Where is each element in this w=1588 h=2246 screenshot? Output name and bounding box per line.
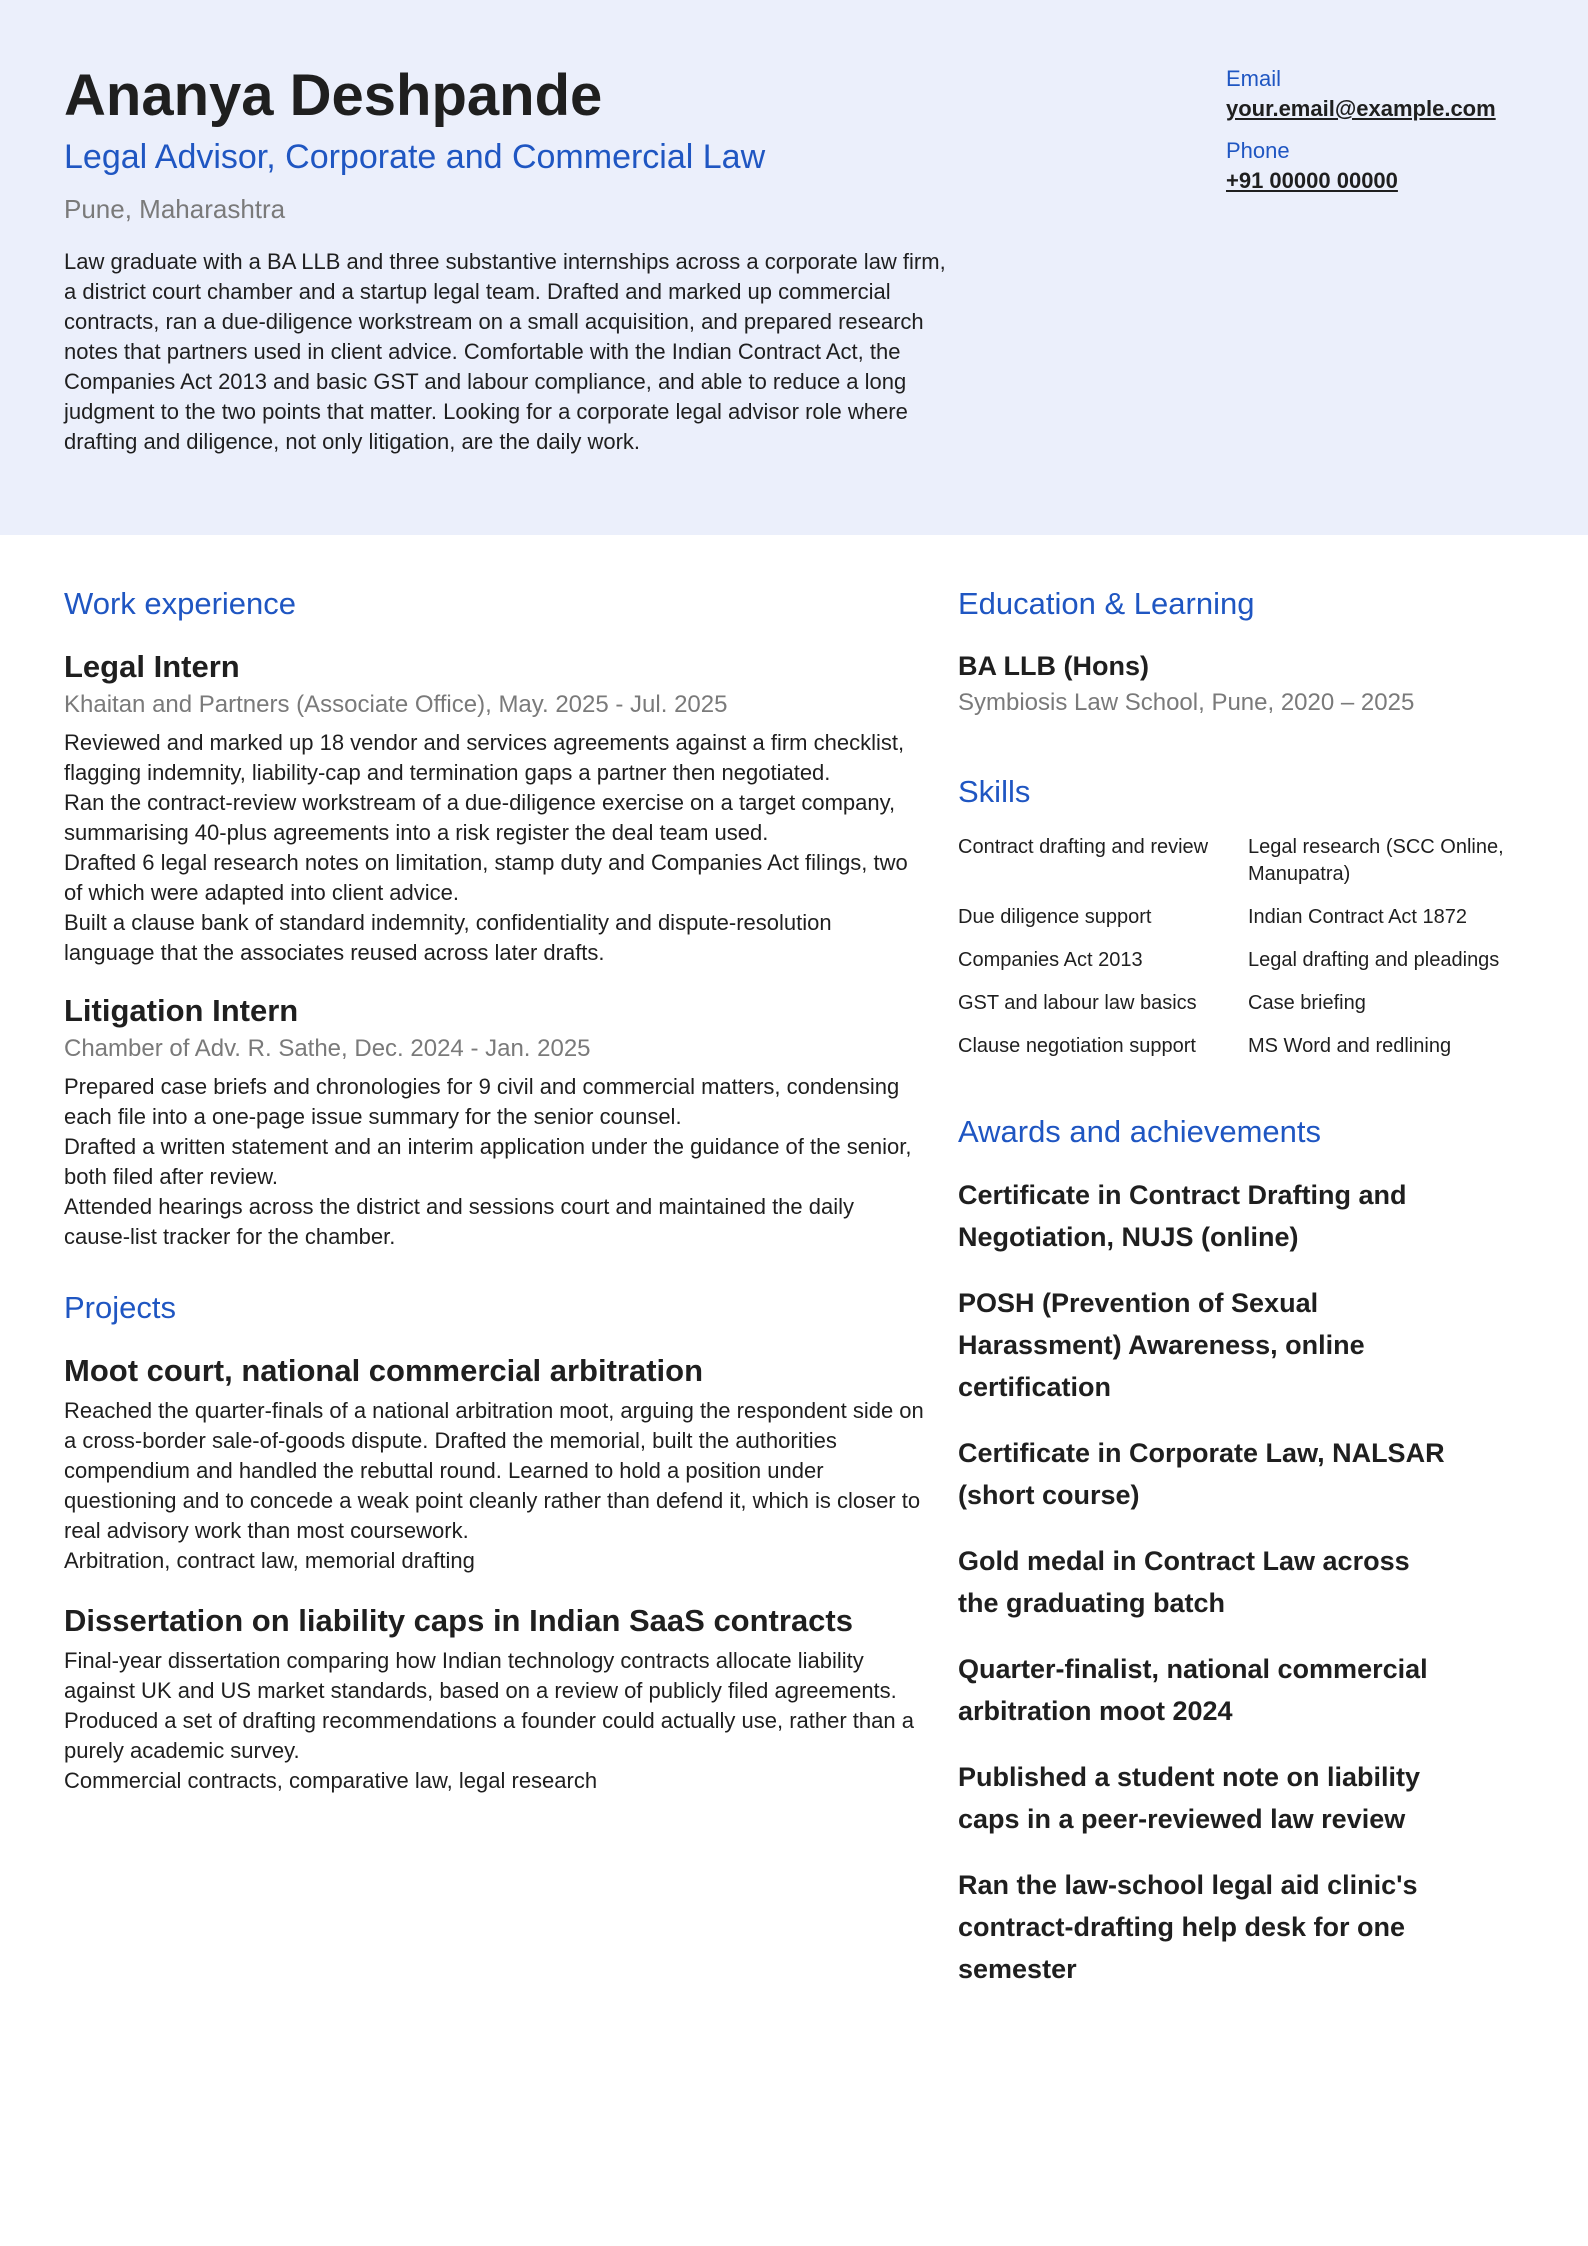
skill-item: Due diligence support bbox=[958, 906, 1152, 928]
work-section-title: Work experience bbox=[64, 586, 297, 621]
award-item: Certificate in Contract Drafting and Negotiation, NUJS (online) bbox=[958, 1180, 1407, 1252]
skill-item: Clause negotiation support bbox=[958, 1035, 1196, 1057]
candidate-location: Pune, Maharashtra bbox=[64, 194, 286, 224]
job-bullet: Drafted 6 legal research notes on limitation, stamp duty and Companies Act filings, two of which were adapted into client advice. bbox=[64, 850, 908, 905]
education-entry bbox=[958, 646, 1538, 720]
left-column bbox=[64, 582, 924, 1820]
job-meta: Khaitan and Partners (Associate Office), May. 2025 - Jul. 2025 bbox=[64, 691, 728, 718]
job-bullet: Reviewed and marked up 18 vendor and services agreements against a firm checklist, flagging indemnity, liability-cap and termination gaps a partner then negotiated. bbox=[64, 730, 905, 785]
project-tags: Commercial contracts, comparative law, legal research bbox=[64, 1768, 598, 1793]
school: Symbiosis Law School, Pune, 2020 – 2025 bbox=[958, 689, 1415, 716]
job-entry bbox=[64, 990, 924, 1252]
skill-item: MS Word and redlining bbox=[1248, 1035, 1452, 1057]
project-entry bbox=[64, 1350, 924, 1576]
education-section-title: Education & Learning bbox=[958, 586, 1255, 621]
job-title: Litigation Intern bbox=[64, 993, 299, 1028]
phone-label: Phone bbox=[1226, 138, 1290, 163]
job-entry bbox=[64, 646, 924, 968]
degree: BA LLB (Hons) bbox=[958, 651, 1149, 681]
email-link[interactable]: your.email@example.com bbox=[1226, 96, 1496, 121]
skill-item: Companies Act 2013 bbox=[958, 949, 1143, 971]
candidate-name: Ananya Deshpande bbox=[64, 63, 603, 128]
right-column bbox=[958, 582, 1538, 2014]
job-bullet: Prepared case briefs and chronologies for 9 civil and commercial matters, condensing each file into a one-page issue summary for the senior counsel. bbox=[64, 1074, 900, 1129]
award-item: Quarter-finalist, national commercial arbitration moot 2024 bbox=[958, 1654, 1428, 1726]
profile-summary: Law graduate with a BA LLB and three substantive internships across a corporate law firm, a district court chamber and a startup legal team. Drafted and marked up commercial contracts, ran a due-diligence workstream on a small acquisition, and prepared research notes that partners used in client advice. Comfortable with the Indian Contract Act, the Companies Act 2013 and basic GST and labour compliance, and able to reduce a long judgment to the two points that matter. Looking for a corporate legal advisor role where drafting and diligence, not only litigation, are the daily work. bbox=[64, 249, 946, 454]
job-bullet: Ran the contract-review workstream of a due-diligence exercise on a target company, summarising 40-plus agreements into a risk register the deal team used. bbox=[64, 790, 896, 845]
job-bullet: Built a clause bank of standard indemnity, confidentiality and dispute-resolution language that the associates reused across later drafts. bbox=[64, 910, 832, 965]
project-tags: Arbitration, contract law, memorial drafting bbox=[64, 1548, 475, 1573]
project-entry bbox=[64, 1600, 924, 1796]
award-item: Certificate in Corporate Law, NALSAR (short course) bbox=[958, 1438, 1445, 1510]
project-description: Final-year dissertation comparing how Indian technology contracts allocate liability against UK and US market standards, based on a review of publicly filed agreements. Produced a set of drafting recommendations a founder could actually use, rather than a purely academic survey. bbox=[64, 1648, 914, 1763]
skills-grid bbox=[958, 834, 1538, 1060]
skill-item: Contract drafting and review bbox=[958, 836, 1209, 858]
award-item: POSH (Prevention of Sexual Harassment) Awareness, online certification bbox=[958, 1288, 1365, 1402]
award-item: Ran the law-school legal aid clinic's contract-drafting help desk for one semester bbox=[958, 1870, 1418, 1984]
project-title: Dissertation on liability caps in Indian SaaS contracts bbox=[64, 1603, 853, 1638]
skill-item: Case briefing bbox=[1248, 992, 1366, 1014]
email-label: Email bbox=[1226, 66, 1282, 91]
award-item: Gold medal in Contract Law across the graduating batch bbox=[958, 1546, 1410, 1618]
project-description: Reached the quarter-finals of a national arbitration moot, arguing the respondent side on a cross-border sale-of-goods dispute. Drafted the memorial, built the authorities compendium and handled the rebuttal round. Learned to hold a position under questioning and to concede a weak point cleanly rather than defend it, which is closer to real advisory work than most coursework. bbox=[64, 1398, 924, 1543]
skill-item: GST and labour law basics bbox=[958, 992, 1197, 1014]
project-title: Moot court, national commercial arbitration bbox=[64, 1353, 704, 1388]
job-bullet: Drafted a written statement and an interim application under the guidance of the senior, both filed after review. bbox=[64, 1134, 912, 1189]
phone-link[interactable]: +91 00000 00000 bbox=[1226, 168, 1398, 193]
skill-item: Legal research (SCC Online, Manupatra) bbox=[1248, 836, 1504, 885]
projects-section-title: Projects bbox=[64, 1290, 176, 1325]
contact-block bbox=[1226, 64, 1496, 208]
skill-item: Indian Contract Act 1872 bbox=[1248, 906, 1468, 928]
job-bullet: Attended hearings across the district and sessions court and maintained the daily cause-list tracker for the chamber. bbox=[64, 1194, 855, 1249]
awards-section-title: Awards and achievements bbox=[958, 1114, 1322, 1149]
job-meta: Chamber of Adv. R. Sathe, Dec. 2024 - Jan. 2025 bbox=[64, 1035, 591, 1062]
candidate-role: Legal Advisor, Corporate and Commercial Law bbox=[64, 138, 766, 176]
skills-section-title: Skills bbox=[958, 774, 1031, 809]
header-band bbox=[0, 0, 1588, 535]
award-item: Published a student note on liability caps in a peer-reviewed law review bbox=[958, 1762, 1421, 1834]
job-title: Legal Intern bbox=[64, 649, 240, 684]
skill-item: Legal drafting and pleadings bbox=[1248, 949, 1500, 971]
